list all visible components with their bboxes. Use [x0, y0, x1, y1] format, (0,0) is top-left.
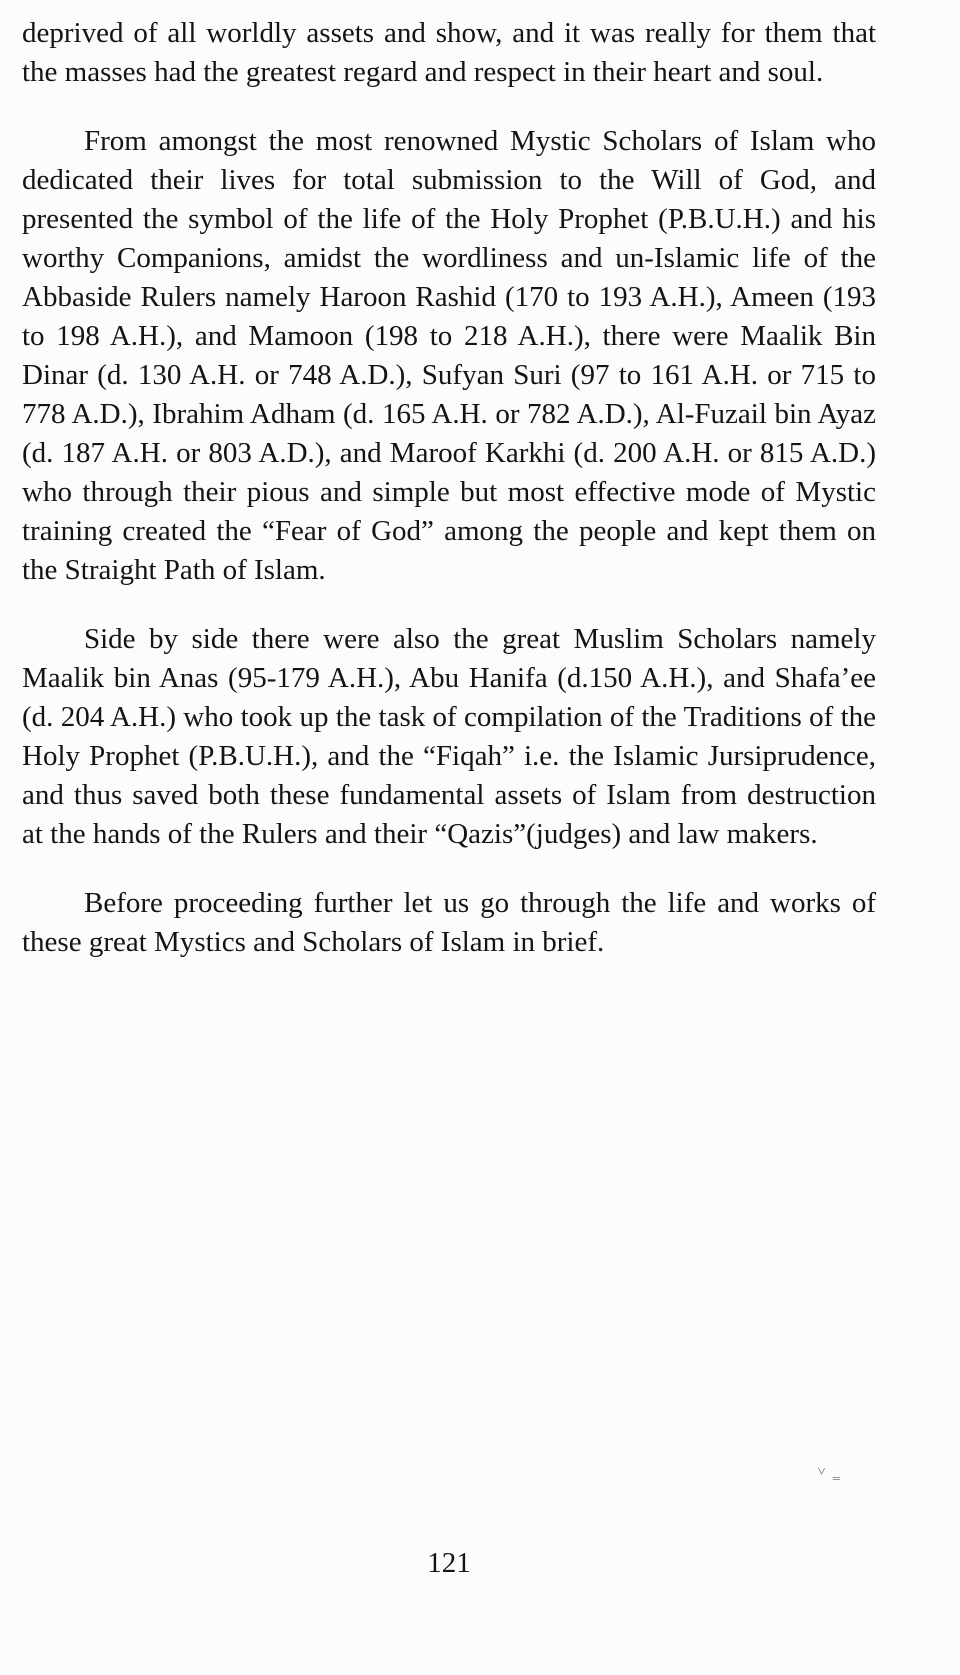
scan-artifact-mark: ˅ ‗ [817, 1465, 842, 1480]
paragraph-before-proceeding: Before proceeding further let us go through the life and works of these great Mystics and Scholars of Islam in brief. [22, 887, 876, 958]
paragraph-mystic-scholars: From amongst the most renowned Mystic Scholars of Islam who dedicated their lives for total submission to the Will of God, and presented the symbol of the life of the Holy Prophet (P.B.U.H.) and his worthy Companions, amidst the wordliness and un-Islamic life of the Abbaside Rulers namely Haroon Rashid (170 to 193 A.H.), Ameen (193 to 198 A.H.), and Mamoon (198 to 218 A.H.), there were Maalik Bin Dinar (d. 130 A.H. or 748 A.D.), Sufyan Suri (97 to 161 A.H. or 715 to 778 A.D.), Ibrahim Adham (d. 165 A.H. or 782 A.D.), Al-Fuzail bin Ayaz (d. 187 A.H. or 803 A.D.), and Maroof Karkhi (d. 200 A.H. or 815 A.D.) who through their pious and simple but most effective mode of Mystic training created the “Fear of God” among the people and kept them on the Straight Path of Islam. [22, 125, 876, 586]
paragraph-muslim-scholars: Side by side there were also the great Muslim Scholars namely Maalik bin Anas (95-179 A.H.), Abu Hanifa (d.150 A.H.), and Shafa’ee (d. 204 A.H.) who took up the task of compilation of the Traditions of the Holy Prophet (P.B.U.H.), and the “Fiqah” i.e. the Islamic Jursiprudence, and thus saved both these fundamental assets of Islam from destruction at the hands of the Rulers and their “Qazis”(judges) and law makers. [22, 623, 876, 850]
page-body-text [22, 14, 876, 962]
paragraph-continuation: deprived of all worldly assets and show, and it was really for them that the masses had the greatest regard and respect in their heart and soul. [22, 17, 876, 88]
page-number: 121 [427, 1547, 471, 1579]
